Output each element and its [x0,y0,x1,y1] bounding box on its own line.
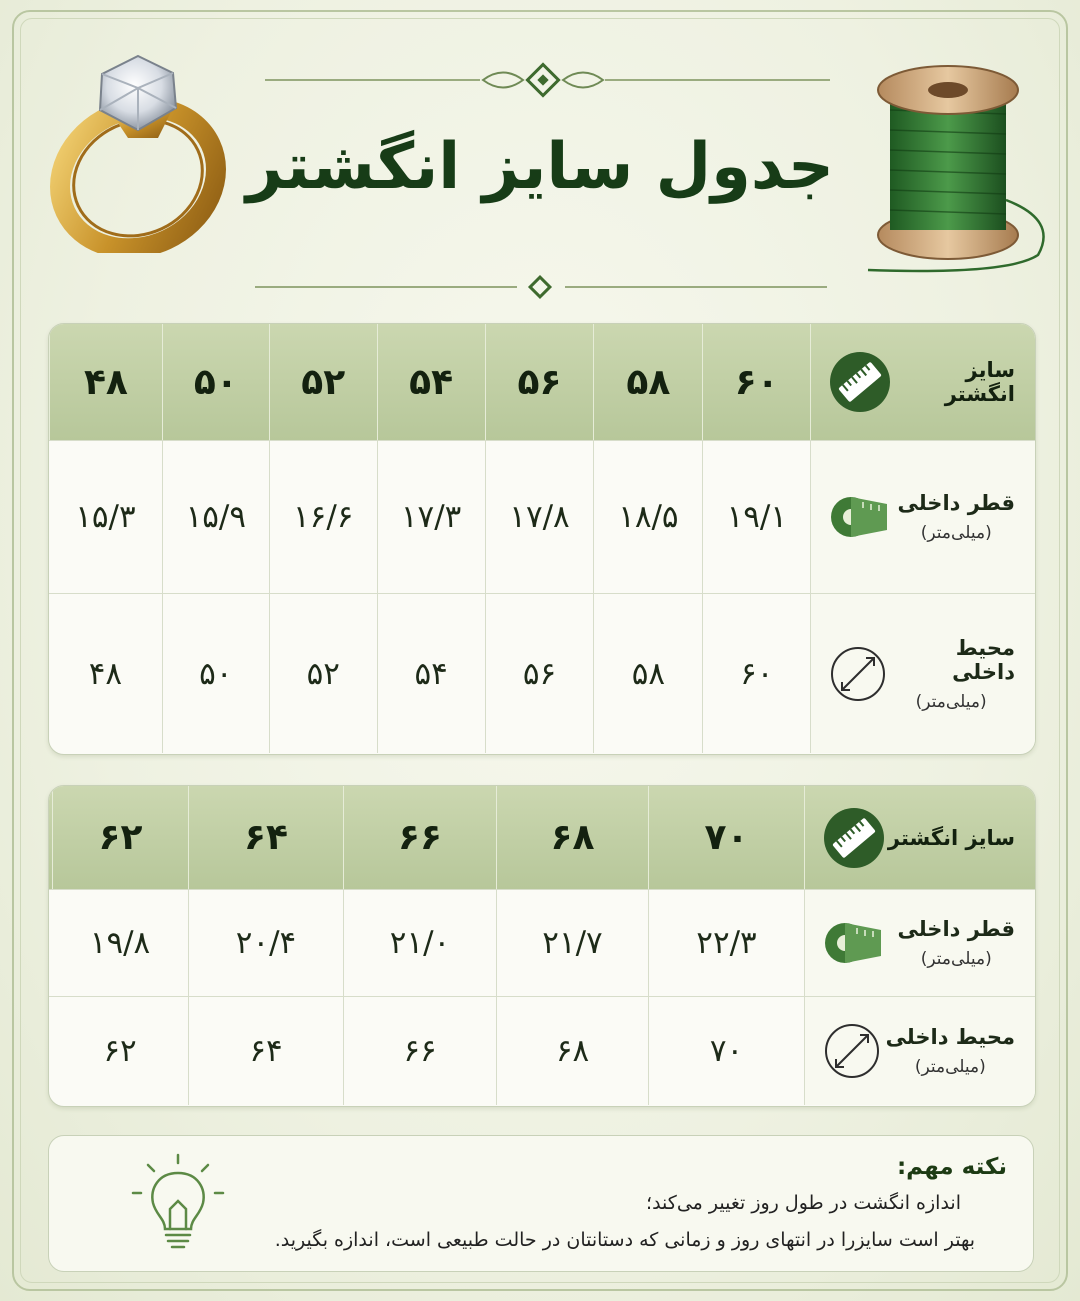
circumference-cell: ۵۴ [377,594,485,753]
note-line-1: اندازه انگشت در طول روز تغییر می‌کند؛ [646,1192,961,1214]
header-ornament-icon [478,60,608,100]
row-label-diameter [810,441,1035,593]
header-ornament-line [605,79,830,81]
size-cell: ۵۲ [269,324,377,440]
circumference-cell: ۶۲ [103,1033,137,1069]
tape-measure-icon [823,918,885,968]
row-label-size [804,786,1035,889]
circumference-cell: ۶۶ [343,997,496,1105]
note-line-2: بهتر است سایزرا در انتهای روز و زمانی که دستانتان در حالت طبیعی است، اندازه بگیرید. [274,1229,975,1251]
table-row-circumference [49,997,1035,1105]
size-cell: ۶۰ [702,324,810,440]
diameter-circle-icon [829,645,887,703]
diameter-label: قطر داخلی [897,917,1015,941]
note-title: نکته مهم: [896,1154,1007,1180]
table-row-sizes [49,786,1035,890]
diameter-label: قطر داخلی [897,491,1015,515]
size-cell: ۶۲ [52,786,188,889]
table-row-circumference [49,594,1035,753]
size-cell: ۷۰ [648,786,804,889]
size-table-2 [48,785,1036,1107]
size-table-1 [48,323,1036,755]
size-cell: ۶۸ [496,786,648,889]
diameter-circle-icon [823,1022,881,1080]
page-title: جدول سایز انگشتر [245,130,835,204]
diameter-cell: ۲۰/۴ [188,890,343,996]
size-cell: ۵۰ [162,324,269,440]
circumference-unit: (میلی‌متر) [914,1057,986,1077]
table-row-sizes [49,324,1035,441]
diameter-unit: (میلی‌متر) [920,949,992,969]
size-cell: ۵۶ [485,324,594,440]
diameter-cell: ۱۵/۳ [75,499,136,535]
size-cell: ۶۶ [343,786,496,889]
ruler-icon [829,351,891,413]
row-label-diameter [804,890,1035,996]
size-label: سایز انگشتر [887,825,1015,850]
diameter-cell: ۲۱/۰ [343,890,496,996]
diameter-cell: ۱۶/۶ [269,441,377,593]
circumference-cell: ۶۴ [188,997,343,1105]
circumference-label: محیط داخلی [885,1025,1015,1049]
ruler-icon [823,807,885,869]
circumference-cell: ۶۸ [496,997,648,1105]
row-label-circumference [810,594,1035,753]
diameter-cell: ۱۷/۸ [485,441,594,593]
diameter-cell: ۱۷/۳ [377,441,485,593]
important-note [48,1135,1034,1272]
size-cell: ۵۴ [377,324,485,440]
circumference-cell: ۷۰ [648,997,804,1105]
row-label-circumference [804,997,1035,1105]
diameter-cell: ۱۹/۸ [89,925,151,961]
tape-measure-icon [829,492,891,542]
circumference-cell: ۴۸ [88,655,123,692]
circumference-unit: (میلی‌متر) [915,691,987,712]
circumference-cell: ۶۰ [702,594,810,753]
diameter-cell: ۲۲/۳ [648,890,804,996]
circumference-cell: ۵۸ [593,594,702,753]
diameter-cell: ۱۸/۵ [593,441,702,593]
size-cell: ۵۸ [593,324,702,440]
gold-ring-icon [38,38,228,253]
diameter-cell: ۲۱/۷ [496,890,648,996]
diameter-cell: ۱۹/۱ [702,441,810,593]
title-ornament-line [255,286,517,288]
title-ornament-line [565,286,827,288]
size-label: سایز انگشتر [944,358,1015,406]
lightbulb-icon [123,1151,233,1261]
header-ornament-line [265,79,480,81]
size-cell: ۶۴ [188,786,343,889]
circumference-cell: ۵۰ [162,594,269,753]
circumference-label: محیط داخلی [952,635,1015,684]
size-cell: ۴۸ [49,324,162,440]
row-label-size [810,324,1035,440]
diameter-cell: ۱۵/۹ [162,441,269,593]
diameter-unit: (میلی‌متر) [920,523,992,543]
thread-spool-icon [858,50,1058,280]
circumference-cell: ۵۲ [269,594,377,753]
table-row-diameter [49,441,1035,594]
table-row-diameter [49,890,1035,997]
title-ornament-icon [527,274,553,300]
circumference-cell: ۵۶ [485,594,594,753]
